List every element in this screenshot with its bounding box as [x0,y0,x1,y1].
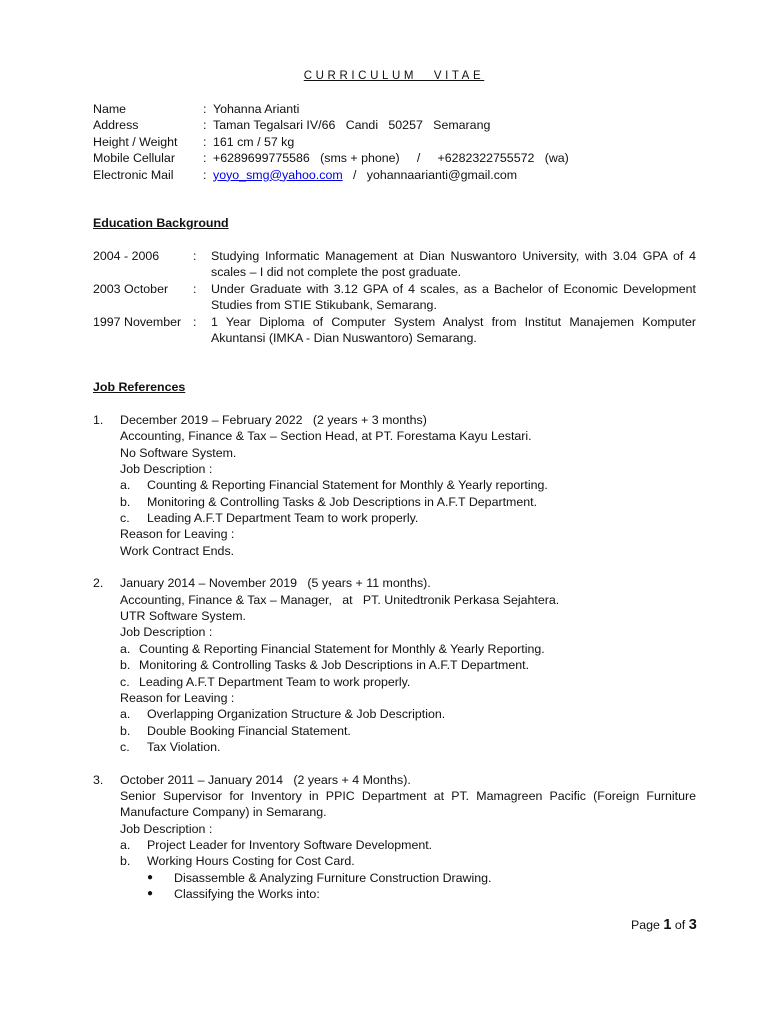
bullet-icon: ● [147,887,154,899]
personal-info [93,101,569,183]
personal-row-height-weight: Height / Weight : 161 cm / 57 kg [93,134,295,149]
current-page: 1 [663,917,672,933]
field-value: +6289699775586 (sms + phone) / +6282322755572 (wa) [213,151,569,166]
job-number: 3. [93,772,104,787]
education-item: 2003 October : Under Graduate with 3.12 GPA of 4 scales, as a Bachelor of Economic Development Studies from STIE Stikubank, Semarang. [93,281,696,313]
job-period: October 2011 – January 2014 (2 years + 4 Months). [120,772,411,787]
personal-row-address: Address : Taman Tegalsari IV/66 Candi 50257 Semarang [93,118,491,133]
education-date: 1997 November [93,314,182,329]
job-description-item: b. Monitoring & Controlling Tasks & Job Descriptions in A.F.T Department. [120,658,530,673]
job-description-item: b. Working Hours Costing for Cost Card. [120,854,355,869]
education-date: 2004 - 2006 [93,249,160,263]
education-heading: Education Background [93,216,229,230]
job-item [93,575,696,755]
job-period: December 2019 – February 2022 (2 years + 3 months) [120,413,427,427]
job-description-item: c. Leading A.F.T Department Team to work properly. [120,511,419,526]
personal-row-mobile: Mobile Cellular : +6289699775586 (sms + phone) / +6282322755572 (wa) [93,151,569,166]
job-description-item: b. Monitoring & Controlling Tasks & Job Descriptions in A.F.T Department. [120,494,538,509]
bullet-item: ● Disassemble & Analyzing Furniture Construction Drawing. [147,870,492,885]
job-number: 2. [93,576,104,591]
education-item: 1997 November : 1 Year Diploma of Computer System Analyst from Institut Manajemen Komputer Akuntansi (IMKA - Dian Nuswantoro) Semarang. [93,314,696,346]
leave-reason-label: Reason for Leaving : [120,690,235,705]
jobs-list [93,412,696,919]
field-label: Height / Weight [93,134,178,149]
job-system: UTR Software System. [120,609,246,624]
document-title: CURRICULUM VITAE [303,70,485,82]
personal-row-email: Electronic Mail : yoyo_smg@yahoo.com / yohannaarianti@gmail.com [93,167,518,182]
job-position: Accounting, Finance & Tax – Section Head, at PT. Forestama Kayu Lestari. [120,429,532,444]
job-item [93,412,696,559]
page-number: Page 1 of 3 [631,917,697,933]
leave-reason-text: Work Contract Ends. [120,543,235,558]
job-description-item: a. Project Leader for Inventory Software Development. [120,837,433,852]
field-value: Taman Tegalsari IV/66 Candi 50257 Semarang [213,118,491,133]
total-pages: 3 [688,917,697,933]
education-list [93,248,696,346]
email-secondary: / yohannaarianti@gmail.com [342,167,518,182]
field-value: 161 cm / 57 kg [213,134,295,149]
education-text: Under Graduate with 3.12 GPA of 4 scales, as a Bachelor of Economic Development Studies from STIE Stikubank, Semarang. [211,281,696,313]
job-position: Senior Supervisor for Inventory in PPIC Department at PT. Mamagreen Pacific (Foreign Furniture Manufacture Company) in Semarang. [120,788,696,820]
jobs-heading: Job References [93,380,186,394]
job-description-label: Job Description : [120,462,213,477]
leave-reason-item: b. Double Booking Financial Statement. [120,723,351,738]
job-description-item: a. Counting & Reporting Financial Statement for Monthly & Yearly Reporting. [120,641,545,656]
bullet-icon: ● [147,871,154,883]
education-text: Studying Informatic Management at Dian Nuswantoro University, with 3.04 GPA of 4 scales – I did not complete the post graduate. [211,249,696,280]
job-system: No Software System. [120,445,237,460]
job-position: Accounting, Finance & Tax – Manager, at PT. Unitedtronik Perkasa Sejahtera. [120,592,560,607]
field-label: Name [93,102,127,116]
education-date: 2003 October [93,281,169,296]
education-item: 2004 - 2006 : Studying Informatic Management at Dian Nuswantoro University, with 3.04 GPA of 4 scales – I did not complete the post graduate. [93,249,696,280]
job-period: January 2014 – November 2019 (5 years + 11 months). [120,576,431,591]
field-label: Mobile Cellular [93,151,175,166]
job-description-label: Job Description : [120,625,213,640]
field-label: Address [93,118,139,133]
leave-reason-item: a. Overlapping Organization Structure & Job Description. [120,707,446,722]
personal-row-name: Name : Yohanna Arianti [93,102,300,116]
bullet-item: ● Classifying the Works into: [147,886,320,901]
job-item [93,772,696,903]
leave-reason-item: c. Tax Violation. [120,739,221,754]
email-link[interactable]: yoyo_smg@yahoo.com [213,167,343,182]
field-value: Yohanna Arianti [213,102,300,116]
job-description-item: c. Leading A.F.T Department Team to work properly. [120,674,411,689]
field-label: Electronic Mail [93,167,174,182]
education-text: 1 Year Diploma of Computer System Analyst from Institut Manajemen Komputer Akuntansi (IMKA - Dian Nuswantoro) Semarang. [211,314,696,346]
job-number: 1. [93,413,104,427]
job-description-label: Job Description : [120,821,213,836]
leave-reason-label: Reason for Leaving : [120,527,235,542]
job-description-item: a. Counting & Reporting Financial Statement for Monthly & Yearly reporting. [120,478,548,493]
